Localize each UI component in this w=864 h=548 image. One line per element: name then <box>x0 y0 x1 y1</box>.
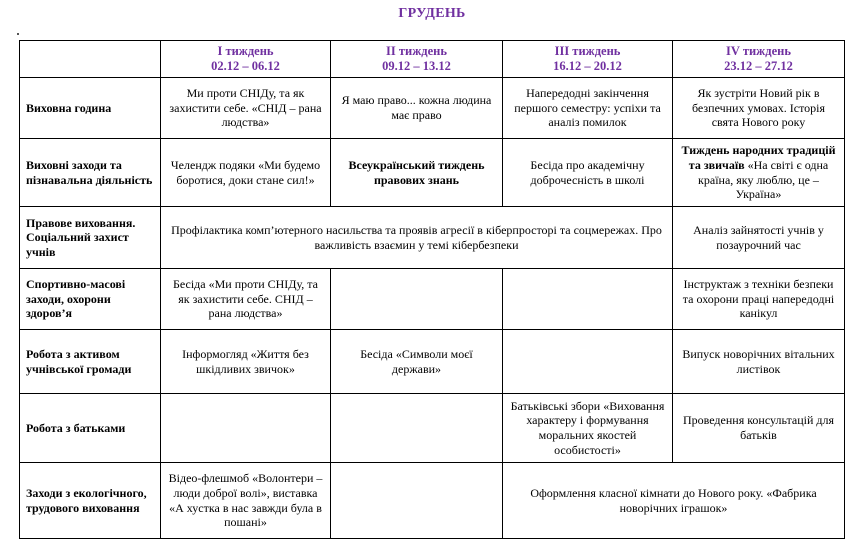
row-cell-week-1: Інформогляд «Життя без шкідливих звичок» <box>161 330 331 394</box>
table-row <box>20 463 845 539</box>
week-2-dates: 09.12 – 13.12 <box>382 59 451 73</box>
week-4-name: IV тиждень <box>726 44 791 58</box>
row-cell-week-2: Я маю право... кожна людина має право <box>331 78 503 139</box>
row-cell-week-3: Напередодні закінчення першого семестру: успіхи та аналіз помилок <box>503 78 673 139</box>
row-cell-week-4: Випуск новорічних вітальних листівок <box>673 330 845 394</box>
week-2-name: ІІ тиждень <box>386 44 447 58</box>
week-3-dates: 16.12 – 20.12 <box>553 59 622 73</box>
row-cell-week-4: Інструктаж з техніки безпеки та охорони праці напередодні канікул <box>673 269 845 330</box>
week-1-name: І тиждень <box>217 44 274 58</box>
row-cell-weeks-1-3: Профілактика комп’ютерного насильства та проявів агресії в кіберпросторі та соцмережах. Про важливість взаємин у темі кібербезпеки <box>161 207 673 269</box>
header-corner-cell <box>20 41 161 78</box>
week-2-header <box>331 41 503 78</box>
row-cell-weeks-3-4: Оформлення класної кімнати до Нового року. «Фабрика новорічних іграшок» <box>503 463 845 539</box>
table-row <box>20 269 845 330</box>
week-4-dates: 23.12 – 27.12 <box>724 59 793 73</box>
row-cell-week-2 <box>331 394 503 463</box>
week-4-rest-text: «На світі є одна країна, яку люблю, це – Україна» <box>698 157 829 202</box>
row-label: Виховні заходи та пізнавальна діяльність <box>20 139 161 207</box>
row-cell-week-3: Батьківські збори «Виховання характеру і формування моральних якостей особистості» <box>503 394 673 463</box>
week-4-header <box>673 41 845 78</box>
row-cell-week-2 <box>331 463 503 539</box>
margin-mark <box>17 33 19 35</box>
week-1-dates: 02.12 – 06.12 <box>211 59 280 73</box>
row-cell-week-3: Бесіда про академічну доброчесність в школі <box>503 139 673 207</box>
row-cell-week-2 <box>331 269 503 330</box>
row-cell-week-1: Бесіда «Ми проти СНІДу, та як захистити себе. СНІД – рана людства» <box>161 269 331 330</box>
row-cell-week-4: Як зустріти Новий рік в безпечних умовах. Історія свята Нового року <box>673 78 845 139</box>
row-cell-week-2: Бесіда «Символи моєї держави» <box>331 330 503 394</box>
row-cell-week-1: Челендж подяки «Ми будемо боротися, доки стане сил!» <box>161 139 331 207</box>
row-cell-week-3 <box>503 269 673 330</box>
table-row <box>20 207 845 269</box>
row-cell-week-1 <box>161 394 331 463</box>
week-1-header <box>161 41 331 78</box>
row-label: Робота з батьками <box>20 394 161 463</box>
row-cell-week-4: Аналіз зайнятості учнів у позаурочний час <box>673 207 845 269</box>
week-4-bold-heading: Тиждень народних традицій та звичаїв <box>681 143 836 172</box>
table-header-row <box>20 41 845 78</box>
row-cell-week-3 <box>503 330 673 394</box>
row-label: Спортивно-масові заходи, охорони здоров’я <box>20 269 161 330</box>
week-3-header <box>503 41 673 78</box>
december-plan-table <box>19 40 845 539</box>
page-title: ГРУДЕНЬ <box>398 6 466 21</box>
row-label: Правове виховання. Соціальний захист учнів <box>20 207 161 269</box>
table-row <box>20 78 845 139</box>
table-row <box>20 394 845 463</box>
row-cell-week-4 <box>673 139 845 207</box>
table-row <box>20 330 845 394</box>
row-cell-week-1: Відео-флешмоб «Волонтери – люди доброї волі», виставка «А хустка в нас завжди була в пошані» <box>161 463 331 539</box>
row-label: Заходи з екологічного, трудового виховання <box>20 463 161 539</box>
row-label: Виховна година <box>20 78 161 139</box>
row-cell-week-1: Ми проти СНІДу, та як захистити себе. «СНІД – рана людства» <box>161 78 331 139</box>
week-3-name: ІІІ тиждень <box>554 44 621 58</box>
row-cell-week-2: Всеукраїнський тиждень правових знань <box>331 139 503 207</box>
table-row <box>20 139 845 207</box>
row-label: Робота з активом учнівської громади <box>20 330 161 394</box>
row-cell-week-4: Проведення консультацій для батьків <box>673 394 845 463</box>
